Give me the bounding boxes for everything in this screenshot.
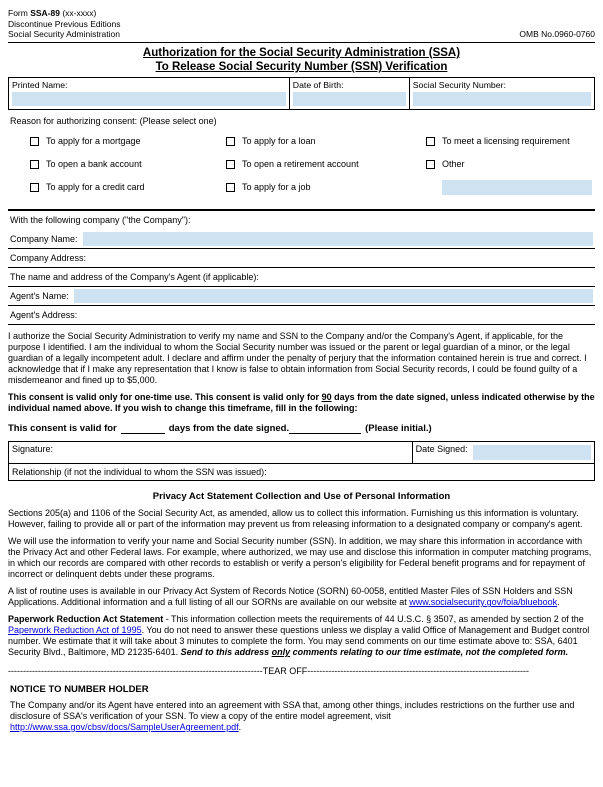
signature-input[interactable] bbox=[58, 444, 409, 458]
company-name-row bbox=[8, 230, 595, 249]
company-address-label: Company Address: bbox=[10, 252, 87, 263]
form-number: SSA-89 bbox=[30, 8, 60, 18]
date-signed-cell bbox=[413, 442, 594, 463]
checkbox-job[interactable] bbox=[226, 183, 235, 192]
privacy-p3-period: . bbox=[557, 597, 560, 608]
date-of-birth-input[interactable] bbox=[293, 92, 406, 106]
reason-options bbox=[30, 134, 595, 203]
company-name-label: Company Name: bbox=[10, 233, 78, 244]
company-address-row bbox=[8, 249, 595, 268]
reason-column-3 bbox=[426, 134, 591, 203]
form-title-line2: To Release Social Security Number (SSN) Verification bbox=[155, 61, 448, 74]
header-divider bbox=[8, 42, 595, 43]
date-of-birth-label: Date of Birth: bbox=[292, 79, 344, 90]
notice-period: . bbox=[238, 721, 242, 732]
form-header bbox=[8, 8, 595, 40]
agent-name-label: Agent's Name: bbox=[10, 290, 69, 301]
reason-column-1 bbox=[30, 134, 226, 203]
checkbox-label-bank-account: To open a bank account bbox=[46, 159, 142, 170]
reason-option-loan bbox=[226, 134, 426, 149]
paperwork-text-1: - This information collection meets the requirements of 44 U.S.C. § 3507, as amended by section 2 of the bbox=[163, 614, 584, 625]
form-revision: (xx-xxxx) bbox=[59, 8, 97, 18]
reason-option-licensing bbox=[426, 134, 591, 149]
relationship-label: Relationship (if not the individual to whom the SSN was issued): bbox=[12, 467, 267, 478]
checkbox-label-credit-card: To apply for a credit card bbox=[46, 182, 145, 193]
fill-text-3: (Please initial.) bbox=[365, 423, 432, 435]
checkbox-other[interactable] bbox=[426, 160, 435, 169]
relationship-row bbox=[8, 464, 595, 481]
notice-paragraph bbox=[10, 700, 595, 733]
reason-column-2 bbox=[226, 134, 426, 203]
signature-cell bbox=[9, 442, 413, 463]
fill-text-1: This consent is valid for bbox=[8, 423, 117, 435]
paperwork-emphasis-2: comments relating to our time estimate, not the completed form. bbox=[290, 647, 569, 658]
date-signed-label: Date Signed: bbox=[415, 444, 468, 455]
consent-part2: days from the date signed, unless indicated otherwise by the individual named above. If you wish to change this timeframe, fill in the following: bbox=[8, 392, 595, 414]
date-of-birth-cell bbox=[290, 78, 410, 109]
consent-fill-line bbox=[8, 423, 595, 434]
ssn-label: Social Security Number: bbox=[412, 79, 506, 90]
paperwork-text-2: . You do not need to answer these questions unless we display a valid Office of Management and Budget control number. We estimate that it will take about 3 minutes to complete the form. You may send comments on our time estimate above to: SSA, 6401 Security Blvd., Baltimore, MD 21235-6401. bbox=[8, 625, 590, 658]
reason-option-retirement-account bbox=[226, 157, 426, 172]
form-id-block bbox=[8, 8, 120, 40]
checkbox-label-job: To apply for a job bbox=[242, 182, 311, 193]
reason-heading: Reason for authorizing consent: (Please select one) bbox=[10, 115, 217, 126]
printed-name-label: Printed Name: bbox=[12, 79, 68, 90]
sample-agreement-link[interactable]: http://www.ssa.gov/cbsv/docs/SampleUserAgreement.pdf bbox=[10, 721, 239, 732]
form-number-line bbox=[8, 8, 120, 19]
checkbox-credit-card[interactable] bbox=[30, 183, 39, 192]
form-title bbox=[8, 46, 595, 75]
agent-address-label: Agent's Address: bbox=[10, 309, 78, 320]
consent-90-days: 90 bbox=[321, 392, 332, 403]
fill-text-2: days from the date signed. bbox=[168, 423, 290, 435]
agent-heading-row bbox=[8, 268, 595, 287]
paperwork-act-link[interactable]: Paperwork Reduction Act of 1995 bbox=[8, 625, 142, 636]
paperwork-reduction-paragraph bbox=[8, 614, 595, 658]
printed-name-input[interactable] bbox=[12, 92, 286, 106]
printed-name-cell bbox=[9, 78, 290, 109]
tear-off-line: -------------------------------------------------------------------------------------TEAR OFF-------------------------------------------------------------------------- bbox=[8, 666, 530, 677]
checkbox-licensing-requirement[interactable] bbox=[426, 137, 435, 146]
paperwork-heading-inline: Paperwork Reduction Act Statement bbox=[8, 614, 164, 625]
checkbox-bank-account[interactable] bbox=[30, 160, 39, 169]
checkbox-label-loan: To apply for a loan bbox=[242, 136, 316, 147]
reason-option-bank-account bbox=[30, 157, 226, 172]
paperwork-emphasis-1: Send to this address bbox=[180, 647, 272, 658]
reason-option-mortgage bbox=[30, 134, 226, 149]
reason-option-other bbox=[426, 157, 591, 172]
signature-table bbox=[8, 441, 595, 464]
agent-address-row bbox=[8, 306, 595, 325]
privacy-p3-text: A list of routine uses is available in our Privacy Act System of Records Notice (SORN) 60-0058, entitled Master Files of SSN Holders and SSN Applications. Additional information and a full listing of all our SORNs are available on our website at bbox=[8, 586, 573, 608]
agent-name-row bbox=[8, 287, 595, 306]
privacy-paragraph-1: Sections 205(a) and 1106 of the Social Security Act, as amended, allow us to collect this information. Furnishing us this information is voluntary. However, failing to provide all or part of the information may prevent us from releasing information to a designated company or company's agent. bbox=[8, 508, 583, 530]
date-signed-input[interactable] bbox=[473, 445, 591, 460]
checkbox-label-mortgage: To apply for a mortgage bbox=[46, 136, 141, 147]
company-section bbox=[8, 209, 595, 325]
signature-label: Signature: bbox=[12, 444, 54, 455]
checkbox-loan[interactable] bbox=[226, 137, 235, 146]
notice-text: The Company and/or its Agent have entered into an agreement with SSA that, among other things, includes restrictions on the further use and disclosure of SSA's verification of your SSN. To view a copy of the entire model agreement, visit bbox=[10, 700, 575, 721]
consent-terms-text bbox=[8, 392, 595, 414]
ssn-input[interactable] bbox=[413, 92, 591, 106]
reason-option-job bbox=[226, 180, 426, 195]
company-heading: With the following company ("the Company"): bbox=[10, 215, 191, 226]
discontinue-line: Discontinue Previous Editions bbox=[8, 18, 121, 29]
checkbox-mortgage[interactable] bbox=[30, 137, 39, 146]
checkbox-label-other: Other bbox=[442, 159, 465, 170]
relationship-input[interactable] bbox=[267, 465, 591, 479]
agent-name-input[interactable] bbox=[74, 289, 593, 303]
checkbox-label-retirement-account: To open a retirement account bbox=[242, 159, 359, 170]
form-word: Form bbox=[8, 8, 31, 18]
privacy-act-heading: Privacy Act Statement Collection and Use of Personal Information bbox=[152, 491, 451, 503]
form-title-line1: Authorization for the Social Security Administration (SSA) bbox=[142, 46, 461, 59]
privacy-paragraph-3 bbox=[8, 586, 595, 608]
company-address-input[interactable] bbox=[91, 251, 593, 265]
days-input[interactable] bbox=[121, 423, 165, 434]
omb-number: OMB No.0960-0760 bbox=[519, 29, 595, 40]
company-heading-row bbox=[8, 211, 595, 230]
other-reason-input[interactable] bbox=[442, 180, 592, 195]
initials-input[interactable] bbox=[289, 423, 361, 434]
checkbox-retirement-account[interactable] bbox=[226, 160, 235, 169]
checkbox-label-licensing: To meet a licensing requirement bbox=[442, 136, 570, 147]
consent-part1: This consent is valid only for one-time use. This consent is valid only for bbox=[8, 392, 322, 403]
paperwork-emphasis-only: only bbox=[271, 647, 291, 658]
authorization-text: I authorize the Social Security Administration to verify my name and SSN to the Company and/or the Company's Agent, if applicable, for the purpose I identified. I am the individual to whom the Social Security number was issued or the parent or legal guardian of a minor, or the legal guardian of a legally incompetent adult. I declare and affirm under the penalty of perjury that the information contained herein is true and correct. I acknowledge that if I make any representation that I know is false to obtain information from Social Security records, I could be found guilty of a misdemeanor and fined up to $5,000. bbox=[8, 330, 587, 385]
identity-table bbox=[8, 77, 595, 110]
bluebook-link[interactable]: www.socialsecurity.gov/foia/bluebook bbox=[409, 597, 558, 608]
privacy-paragraph-2: We will use the information to verify your name and Social Security number (SSN). In addition, we may share this information in accordance with the Privacy Act and other Federal laws. For example, where authorized, we may use and disclose this information in computer matching programs, in which our records are compared with other records to establish or verify a person's eligibility for Federal benefit programs and for repayment of incorrect or delinquent debts under these programs. bbox=[8, 536, 592, 580]
reason-option-credit-card bbox=[30, 180, 226, 195]
ssn-cell bbox=[410, 78, 594, 109]
company-name-input[interactable] bbox=[83, 232, 593, 246]
agent-address-input[interactable] bbox=[82, 308, 593, 322]
notice-heading: NOTICE TO NUMBER HOLDER bbox=[10, 684, 149, 696]
agency-line: Social Security Administration bbox=[8, 29, 120, 40]
agent-heading: The name and address of the Company's Agent (if applicable): bbox=[10, 271, 259, 282]
